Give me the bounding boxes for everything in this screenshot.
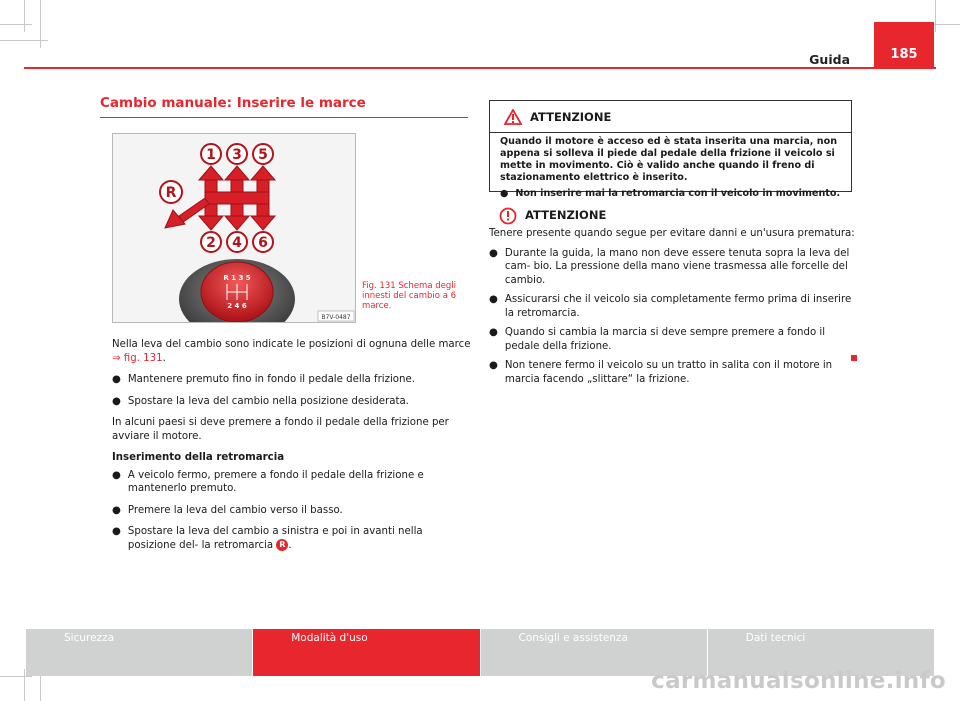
tab-modalita-uso[interactable]: Modalità d'uso (253, 629, 479, 676)
knob-bottom-label: 2 4 6 (227, 302, 247, 310)
bullet-text: Assicurarsi che il veicolo sia completamente fermo prima di inserire la retromarcia. (504, 294, 852, 319)
gear-5-label: 5 (258, 147, 268, 163)
gear-4-label: 4 (232, 235, 242, 251)
section-title: Cambio manuale: Inserire le marce (100, 95, 468, 118)
main-text-column (112, 338, 472, 560)
bullet-text: Spostare la leva del cambio nella posizione desiderata. (127, 395, 409, 407)
list-item (500, 188, 841, 200)
warning-body (490, 133, 851, 207)
bullet-text: Non tenere fermo il veicolo su un tratto in salita con il motore in marcia facendo „slittare“ la frizione. (504, 360, 833, 385)
crop-mark (24, 0, 25, 32)
bullet-icon: ● (489, 294, 498, 305)
bullet-icon: ● (489, 327, 498, 338)
gear-2-label: 2 (206, 235, 216, 251)
bullet-icon: ● (112, 469, 121, 481)
list-item (489, 326, 855, 353)
intro-end: . (162, 352, 166, 364)
gear-1-label: 1 (206, 147, 216, 163)
crop-mark (0, 24, 32, 25)
crop-mark (0, 40, 48, 41)
gear-shift-figure (112, 133, 356, 323)
list-item (112, 373, 472, 387)
section-end-marker (851, 355, 857, 361)
bullet-icon: ● (112, 526, 121, 537)
bullet-icon: ● (112, 504, 121, 516)
bullet-icon: ● (489, 360, 498, 371)
tab-dati-tecnici[interactable]: Dati tecnici (708, 629, 934, 676)
figure-reference-link[interactable]: ⇒ fig. 131 (112, 352, 163, 364)
bullet-text: A veicolo fermo, premere a fondo il pedale della frizione e mantenerlo premuto. (127, 469, 424, 494)
crop-mark (0, 676, 32, 677)
intro-text: Nella leva del cambio sono indicate le posizioni di ognuna delle marce (112, 339, 471, 350)
list-item (112, 469, 472, 496)
note-paragraph: In alcuni paesi si deve premere a fondo il pedale della frizione per avviare il motore. (112, 417, 449, 442)
warning-title: ATTENZIONE (530, 109, 612, 124)
reverse-badge: R (276, 539, 288, 551)
gear-shift-diagram (113, 134, 355, 322)
tab-consigli-assistenza[interactable]: Consigli e assistenza (481, 629, 707, 676)
caution-intro: Tenere presente quando segue per evitare danni e un'usura prematura: (489, 228, 855, 239)
bullet-text: Premere la leva del cambio verso il basso. (127, 504, 343, 516)
bullet-text: Quando si cambia la marcia si deve sempre premere a fondo il pedale della frizione. (504, 327, 826, 352)
figure-code: B7V-0487 (321, 314, 351, 321)
tab-sicurezza[interactable]: Sicurezza (26, 629, 252, 676)
watermark: carmanualsonline.info (651, 668, 946, 694)
running-title: Guida (809, 52, 850, 67)
warning-header (490, 101, 851, 133)
caution-section (489, 207, 855, 392)
list-item (112, 395, 472, 409)
crop-mark (935, 0, 936, 32)
list-item (112, 504, 472, 518)
caution-header (499, 207, 855, 225)
bullet-icon: ● (489, 247, 498, 259)
warning-box (489, 100, 852, 199)
list-item (489, 359, 855, 386)
gear-reverse-label: R (165, 185, 177, 201)
bullet-text: Mantenere premuto fino in fondo il pedale della frizione. (127, 374, 416, 385)
knob-top-label: R 1 3 5 (223, 274, 251, 282)
bullet-icon: ● (112, 374, 121, 385)
bullet-icon: ● (500, 188, 509, 199)
crop-mark (24, 669, 25, 701)
caution-title: ATTENZIONE (525, 208, 607, 223)
warning-triangle-icon (504, 109, 522, 125)
list-item (489, 293, 855, 320)
bullet-text: Durante la guida, la mano non deve essere tenuta sopra la leva del cam- bio. La pressione della mano viene trasmessa alle forcelle del cambio. (504, 247, 850, 286)
warning-text: Quando il motore è acceso ed è stata inserita una marcia, non appena si solleva il piede dal pedale della frizione il veicolo si mette in movimento. Ciò è valido anche quando il freno di stazionamento elettrico è inserito. (500, 136, 838, 183)
figure-caption: Fig. 131 Schema degli innesti del cambio a 6 marce. (362, 281, 457, 311)
warning-bullet: Non inserire mai la retromarcia con il veicolo in movimento. (515, 188, 841, 199)
intro-paragraph (112, 338, 472, 365)
caution-icon (499, 207, 517, 225)
page-number: 185 (874, 22, 934, 68)
reverse-end: . (288, 539, 292, 551)
header-rule (24, 67, 936, 69)
gear-6-label: 6 (258, 235, 268, 251)
bullet-text: Spostare la leva del cambio a sinistra e poi in avanti nella posizione del- la retromarcia (127, 526, 423, 551)
list-item (489, 247, 855, 288)
list-item (112, 525, 472, 552)
gear-3-label: 3 (232, 147, 242, 163)
bullet-icon: ● (112, 395, 121, 407)
subheading-reverse: Inserimento della retromarcia (112, 452, 285, 463)
